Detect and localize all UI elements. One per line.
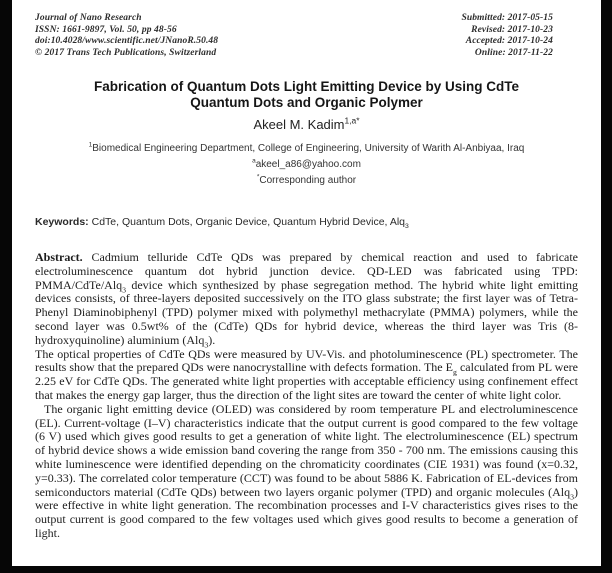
online-date: Online: 2017-11-22	[474, 47, 553, 58]
submission-dates-block	[461, 13, 553, 59]
author-affiliation: $^1$Biomedical Engineering Department, College of Engineering, University of Warith Al-Anbiyaa, Iraq	[88, 141, 525, 154]
paper-title: Fabrication of Quantum Dots Light Emitting Device by Using CdTe Quantum Dots and Organic Polymer	[93, 79, 520, 110]
journal-copyright: © 2017 Trans Tech Publications, Switzerland	[35, 47, 217, 58]
abstract-paragraph-1: Abstract. Cadmium telluride CdTe QDs was prepared by chemical reaction and used to fabricate electroluminescence quantum dot hybrid junction device. QD-LED was fabricated using TPD: PMMA/CdTe/Alq$_3$ device which synthesized by phase segregation method. The hybrid white light emitting devices consists, of three-layers deposited successively on the ITO glass substrate; the first layer was of Tetra-Phenyl Diaminobiphenyl (TPD) polymer mixed with polymethyl methacrylate (PMMA) polymers, while the second layer was 0.5wt% of the (CdTe) QDs for hybrid device, whereas the third layer was Tris (8-hydroxyquinoline) aluminium (Alq$_3$).	[35, 250, 578, 350]
abstract-paragraph-3: The organic light emitting device (OLED) was considered by room temperature PL and electroluminescence (EL). Current-voltage (I–V) characteristics indicate that the output current is good compared to the few voltage (6 V) used which gives good results to get a generation of white light. The electroluminescence (EL) spectrum of hybrid device shows a wide emission band covering the range from 350 - 700 nm. The emissions causing this white luminescence were identified depending on the chromaticity coordinates (CIE 1931) was found (x=0.32, y=0.33). The correlated color temperature (CCT) was found to be about 5886 K. Fabrication of EL-devices from semiconductors material (CdTe QDs) between two layers organic polymer (TPD) and organic molecules (Alq$_3$) were effective in white light generation. The recombination processes and I-V characteristics gives rises to the output current is good compared to the few voltages used which gives good results to become a generation of light.	[35, 401, 578, 540]
paper-page	[12, 0, 601, 566]
submitted-date: Submitted: 2017-05-15	[461, 13, 553, 23]
author-name: Akeel M. Kadim$^{1,a*}$	[253, 115, 360, 132]
revised-date: Revised: 2017-10-23	[471, 24, 553, 35]
journal-issn-volume: ISSN: 1661-9897, Vol. 50, pp 48-56	[35, 24, 177, 35]
journal-info-block	[35, 13, 218, 59]
abstract-section	[35, 251, 578, 541]
author-email: $^a$akeel_a86@yahoo.com	[252, 157, 361, 170]
journal-name: Journal of Nano Research	[35, 13, 142, 23]
keywords-line: Keywords: CdTe, Quantum Dots, Organic Device, Quantum Hybrid Device, Alq$_3$	[35, 216, 409, 231]
accepted-date: Accepted: 2017-10-24	[465, 36, 553, 46]
journal-doi: doi:10.4028/www.scientific.net/JNanoR.50.48	[35, 36, 219, 46]
corresponding-author-note: *Corresponding author	[256, 173, 357, 186]
paper-header	[12, 0, 601, 59]
abstract-paragraph-2: The optical properties of CdTe QDs were measured by UV-Vis. and photoluminescence (PL) spectrometer. The results show that the prepared QDs were nanocrystalline with defects formation. The $E_g$ calculated from PL were 2.25 eV for CdTe QDs. The generated white light properties with acceptable efficiency using confinement effect that makes the energy gap larger, thus the direction of the light sites are toward the center of white light color.	[35, 346, 578, 402]
